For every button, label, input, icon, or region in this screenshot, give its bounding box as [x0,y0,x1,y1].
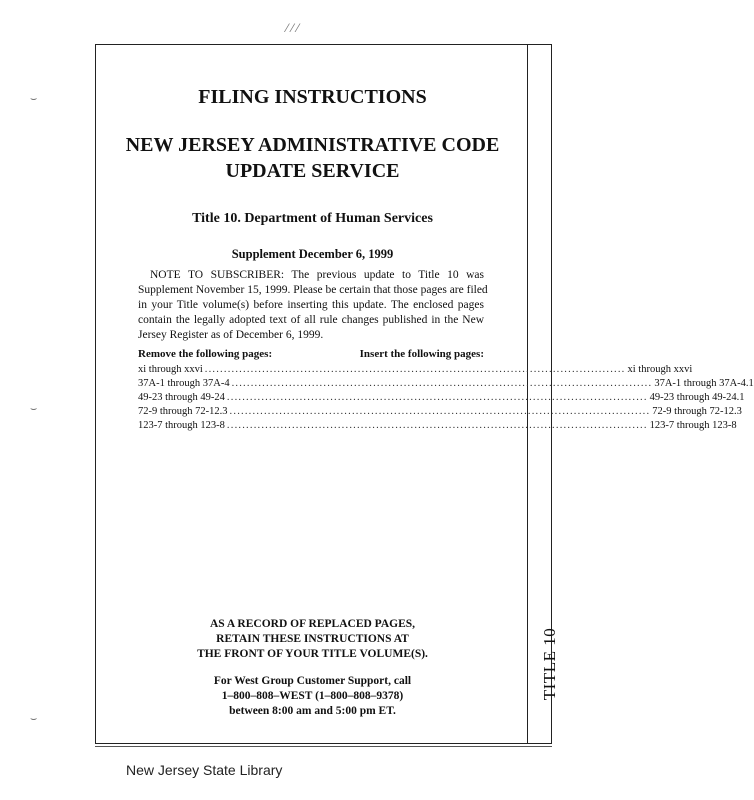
note-line: contain the legally adopted text of all rule changes published in the New [138,314,484,326]
library-stamp: New Jersey State Library [126,762,283,778]
remove-range: 123-7 through 123-8 [138,420,225,431]
leader-dots: .............................................................................................................. [226,420,648,431]
note-line: Supplement November 15, 1999. Please be certain that those pages are filed [138,284,488,296]
table-row [138,403,742,417]
insert-range: 49-23 through 49-24.1 [649,392,745,403]
record-notice-line3: THE FRONT OF YOUR TITLE VOLUME(S). [197,648,428,660]
leader-dots: .............................................................................................................. [226,392,648,403]
table-row [138,417,737,431]
title-heading: Title 10. Department of Human Services [192,211,433,226]
bottom-rule [95,746,552,747]
handwritten-mark-left: ⌣ [30,402,38,415]
page-title: FILING INSTRUCTIONS [198,86,427,108]
support-hours: between 8:00 am and 5:00 pm ET. [229,705,396,717]
record-notice-line2: RETAIN THESE INSTRUCTIONS AT [216,633,409,645]
handwritten-mark-left: ⌣ [30,92,38,105]
remove-range: 37A-1 through 37A-4 [138,378,230,389]
remove-range: xi through xxvi [138,364,203,375]
insert-range: xi through xxvi [627,364,693,375]
insert-range: 123-7 through 123-8 [649,420,737,431]
table-row [138,389,745,403]
handwritten-mark-top: ⁄ ⁄ ⁄ [286,22,299,35]
note-line: Jersey Register as of December 6, 1999. [138,329,324,341]
title-tab-label: TITLE 10 [540,627,559,701]
code-heading-line1: NEW JERSEY ADMINISTRATIVE CODE [125,134,500,156]
insert-range: 72-9 through 72-12.3 [652,406,742,417]
table-row [138,375,754,389]
note-line: in your Title volume(s) before inserting this update. The enclosed pages [138,299,484,311]
support-phone: 1–800–808–WEST (1–800–808–9378) [221,690,404,702]
leader-dots: .............................................................................................................. [231,378,653,389]
remove-range: 49-23 through 49-24 [138,392,225,403]
supplement-date: Supplement December 6, 1999 [231,247,394,261]
support-line1: For West Group Customer Support, call [213,675,412,687]
remove-range: 72-9 through 72-12.3 [138,406,228,417]
insert-range: 37A-1 through 37A-4.1 [654,378,754,389]
note-line: NOTE TO SUBSCRIBER: The previous update to Title 10 was [150,269,484,281]
remove-pages-header: Remove the following pages: [138,348,273,360]
leader-dots: .............................................................................................................. [204,364,626,375]
insert-pages-header: Insert the following pages: [359,348,484,360]
leader-dots: .............................................................................................................. [229,406,651,417]
subscriber-note [138,268,488,343]
handwritten-mark-left: ⌣ [30,712,38,725]
table-row [138,361,693,375]
code-heading-line2: UPDATE SERVICE [225,160,400,182]
record-notice-line1: AS A RECORD OF REPLACED PAGES, [209,618,416,630]
